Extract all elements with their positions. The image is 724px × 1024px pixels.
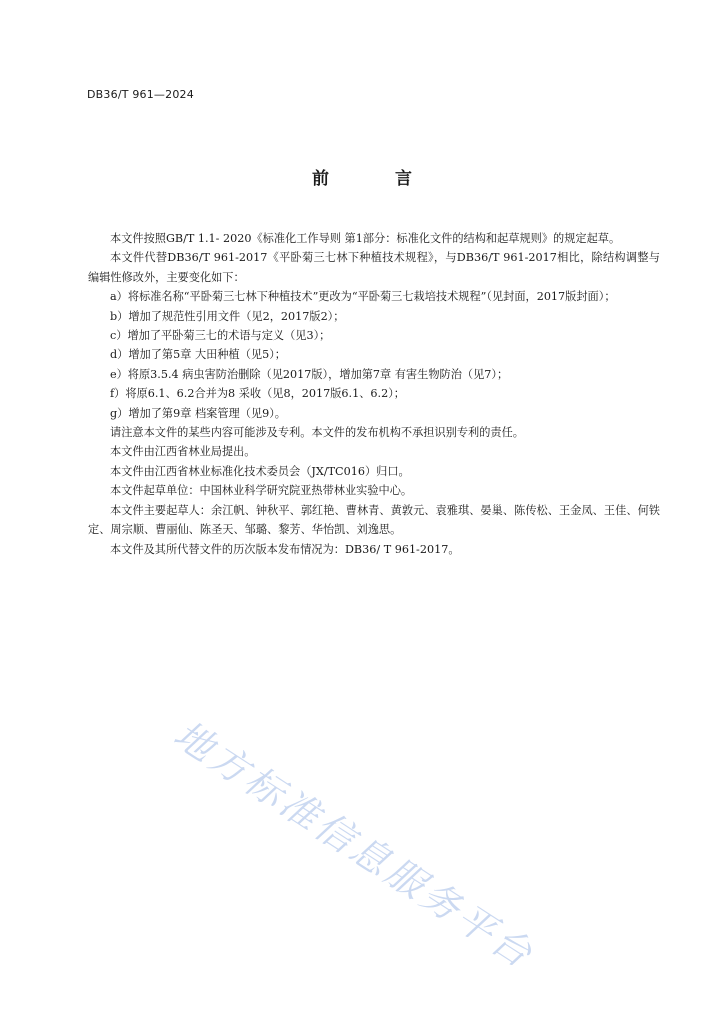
change-item-e: e）将原3.5.4 病虫害防治删除（见2017版），增加第7章 有害生物防治（见7）； bbox=[110, 367, 509, 381]
change-item-a: a）将标准名称“平卧菊三七林下种植技术”更改为“平卧菊三七栽培技术规程”（见封面，2017版封面）； bbox=[110, 290, 616, 304]
paragraph-drafting-rules: 本文件按照GB/T 1.1- 2020《标准化工作导则 第1部分：标准化文件的结构和起草规则》的规定起草。 bbox=[110, 232, 621, 245]
paragraph-patent-notice: 请注意本文件的某些内容可能涉及专利。本文件的发布机构不承担识别专利的责任。 bbox=[110, 426, 524, 440]
change-item-c: c）增加了平卧菊三七的术语与定义（见3）； bbox=[110, 329, 331, 343]
change-item-g: g）增加了第9章 档案管理（见9）。 bbox=[110, 406, 286, 420]
change-item-f: f）将原6.1、6.2合并为8 采收（见8，2017版6.1、6.2）； bbox=[110, 387, 405, 401]
paragraph-drafters: 本文件主要起草人：余江帆、钟秋平、郭红艳、曹林青、黄敦元、袁雅琪、晏巢、陈传松、王金凤、王佳、何铁定、周宗顺、曹丽仙、陈圣天、邹璐、黎芳、华怡凯、刘逸思。 bbox=[88, 503, 660, 537]
page-title: 前 言 bbox=[312, 169, 442, 189]
document-code: DB36/T 961—2024 bbox=[87, 88, 194, 101]
paragraph-committee: 本文件由江西省林业标准化技术委员会（JX/TC016）归口。 bbox=[110, 464, 410, 478]
paragraph-version-history: 本文件及其所代替文件的历次版本发布情况为：DB36/ T 961-2017。 bbox=[110, 542, 460, 556]
change-item-d: d）增加了第5章 大田种植（见5）； bbox=[110, 348, 286, 362]
foreword-body bbox=[88, 229, 660, 559]
paragraph-replacement: 本文件代替DB36/T 961-2017《平卧菊三七林下种植技术规程》，与DB36/T 961-2017相比，除结构调整与编辑性修改外，主要变化如下： bbox=[88, 251, 660, 284]
watermark: 地方标准信息服务平台 bbox=[166, 711, 543, 978]
change-item-b: b）增加了规范性引用文件（见2，2017版2）； bbox=[110, 309, 345, 323]
paragraph-proposer: 本文件由江西省林业局提出。 bbox=[110, 445, 256, 459]
paragraph-drafting-unit: 本文件起草单位：中国林业科学研究院亚热带林业实验中心。 bbox=[110, 484, 413, 498]
